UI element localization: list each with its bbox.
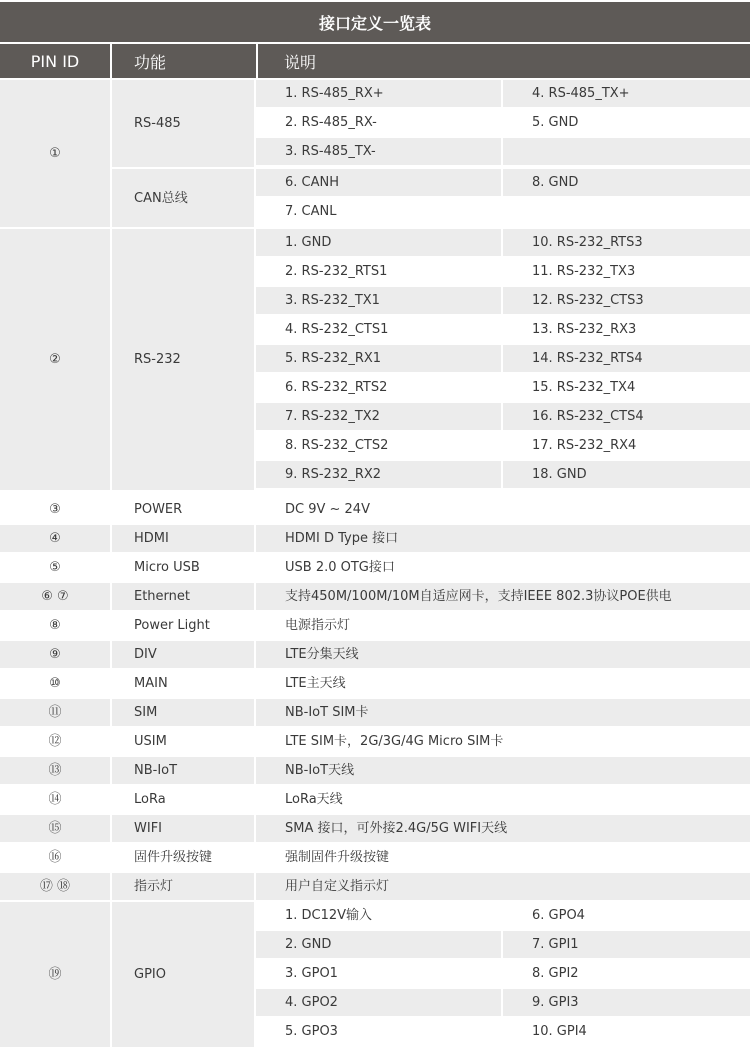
description-cell: 5. GND [503,109,750,136]
description-cell: LTE SIM卡，2G/3G/4G Micro SIM卡 [256,728,750,755]
pin-id-cell: ② [0,229,110,490]
description-cell: 6. CANH [256,169,501,196]
function-cell: WIFI [112,815,254,842]
description-cell: 3. RS-232_TX1 [256,287,501,314]
pin-id-cell: ① [0,80,110,227]
function-cell: POWER [112,496,254,523]
description-cell: 电源指示灯 [256,612,750,639]
table-title: 接口定义一览表 [0,2,750,42]
description-cell: 9. GPI3 [503,989,750,1016]
header-function: 功能 [134,52,167,72]
pin-id-cell: ⑫ [0,728,110,755]
description-cell: 3. RS-485_TX- [256,138,501,165]
description-cell: 8. GND [503,169,750,196]
description-cell: 8. RS-232_CTS2 [256,432,501,459]
description-cell: 11. RS-232_TX3 [503,258,750,285]
description-cell: 8. GPI2 [503,960,750,987]
description-cell: NB-IoT SIM卡 [256,699,750,726]
function-cell: SIM [112,699,254,726]
description-cell: 5. RS-232_RX1 [256,345,501,372]
function-cell: Ethernet [112,583,254,610]
pin-id-cell: ⑰ ⑱ [0,873,110,900]
function-cell: RS-485 [112,80,254,167]
description-cell: LTE分集天线 [256,641,750,668]
description-cell: USB 2.0 OTG接口 [256,554,750,581]
description-cell: SMA 接口，可外接2.4G/5G WIFI天线 [256,815,750,842]
function-cell: LoRa [112,786,254,813]
function-cell: 固件升级按键 [112,844,254,871]
description-cell: 7. CANL [256,198,501,225]
function-cell: 指示灯 [112,873,254,900]
description-cell: 5. GPO3 [256,1018,501,1045]
function-cell: GPIO [112,902,254,1047]
pin-id-cell: ⑪ [0,699,110,726]
description-cell: 强制固件升级按键 [256,844,750,871]
description-cell: 1. GND [256,229,501,256]
pin-id-cell: ⑬ [0,757,110,784]
function-cell: RS-232 [112,229,254,490]
pin-id-cell: ⑯ [0,844,110,871]
pin-id-cell: ⑨ [0,641,110,668]
description-cell: 7. RS-232_TX2 [256,403,501,430]
pin-id-cell: ⑲ [0,902,110,1047]
description-cell: 6. RS-232_RTS2 [256,374,501,401]
description-cell: 4. GPO2 [256,989,501,1016]
pin-id-cell: ⑤ [0,554,110,581]
description-cell: 用户自定义指示灯 [256,873,750,900]
description-cell: LoRa天线 [256,786,750,813]
description-cell: 7. GPI1 [503,931,750,958]
function-cell: NB-IoT [112,757,254,784]
header-description: 说明 [284,52,317,72]
function-cell: HDMI [112,525,254,552]
description-cell: 2. RS-232_RTS1 [256,258,501,285]
description-cell: 2. GND [256,931,501,958]
description-cell: 10. GPI4 [503,1018,750,1045]
pin-id-cell: ⑭ [0,786,110,813]
description-cell: 13. RS-232_RX3 [503,316,750,343]
function-cell: Power Light [112,612,254,639]
description-cell [503,138,750,165]
description-cell: 2. RS-485_RX- [256,109,501,136]
description-cell: 3. GPO1 [256,960,501,987]
description-cell: 17. RS-232_RX4 [503,432,750,459]
pin-id-cell: ③ [0,496,110,523]
description-cell: 1. DC12V输入 [256,902,501,929]
description-cell: HDMI D Type 接口 [256,525,750,552]
function-cell: DIV [112,641,254,668]
description-cell: LTE主天线 [256,670,750,697]
description-cell: 10. RS-232_RTS3 [503,229,750,256]
description-cell: NB-IoT天线 [256,757,750,784]
description-cell: 支持450M/100M/10M自适应网卡，支持IEEE 802.3协议POE供电 [256,583,750,610]
description-cell: 15. RS-232_TX4 [503,374,750,401]
description-cell: 1. RS-485_RX+ [256,80,501,107]
function-cell: Micro USB [112,554,254,581]
pin-id-cell: ④ [0,525,110,552]
description-cell: 6. GPO4 [503,902,750,929]
description-cell: DC 9V ~ 24V [256,496,750,523]
pin-id-cell: ⑥ ⑦ [0,583,110,610]
description-cell [503,198,750,225]
pin-id-cell: ⑮ [0,815,110,842]
description-cell: 18. GND [503,461,750,488]
description-cell: 4. RS-232_CTS1 [256,316,501,343]
description-cell: 9. RS-232_RX2 [256,461,501,488]
description-cell: 14. RS-232_RTS4 [503,345,750,372]
pin-id-cell: ⑧ [0,612,110,639]
header-pin-id: PIN ID [30,51,80,71]
function-cell: MAIN [112,670,254,697]
description-cell: 12. RS-232_CTS3 [503,287,750,314]
description-cell: 4. RS-485_TX+ [503,80,750,107]
function-cell: CAN总线 [112,169,254,227]
description-cell: 16. RS-232_CTS4 [503,403,750,430]
function-cell: USIM [112,728,254,755]
pin-id-cell: ⑩ [0,670,110,697]
